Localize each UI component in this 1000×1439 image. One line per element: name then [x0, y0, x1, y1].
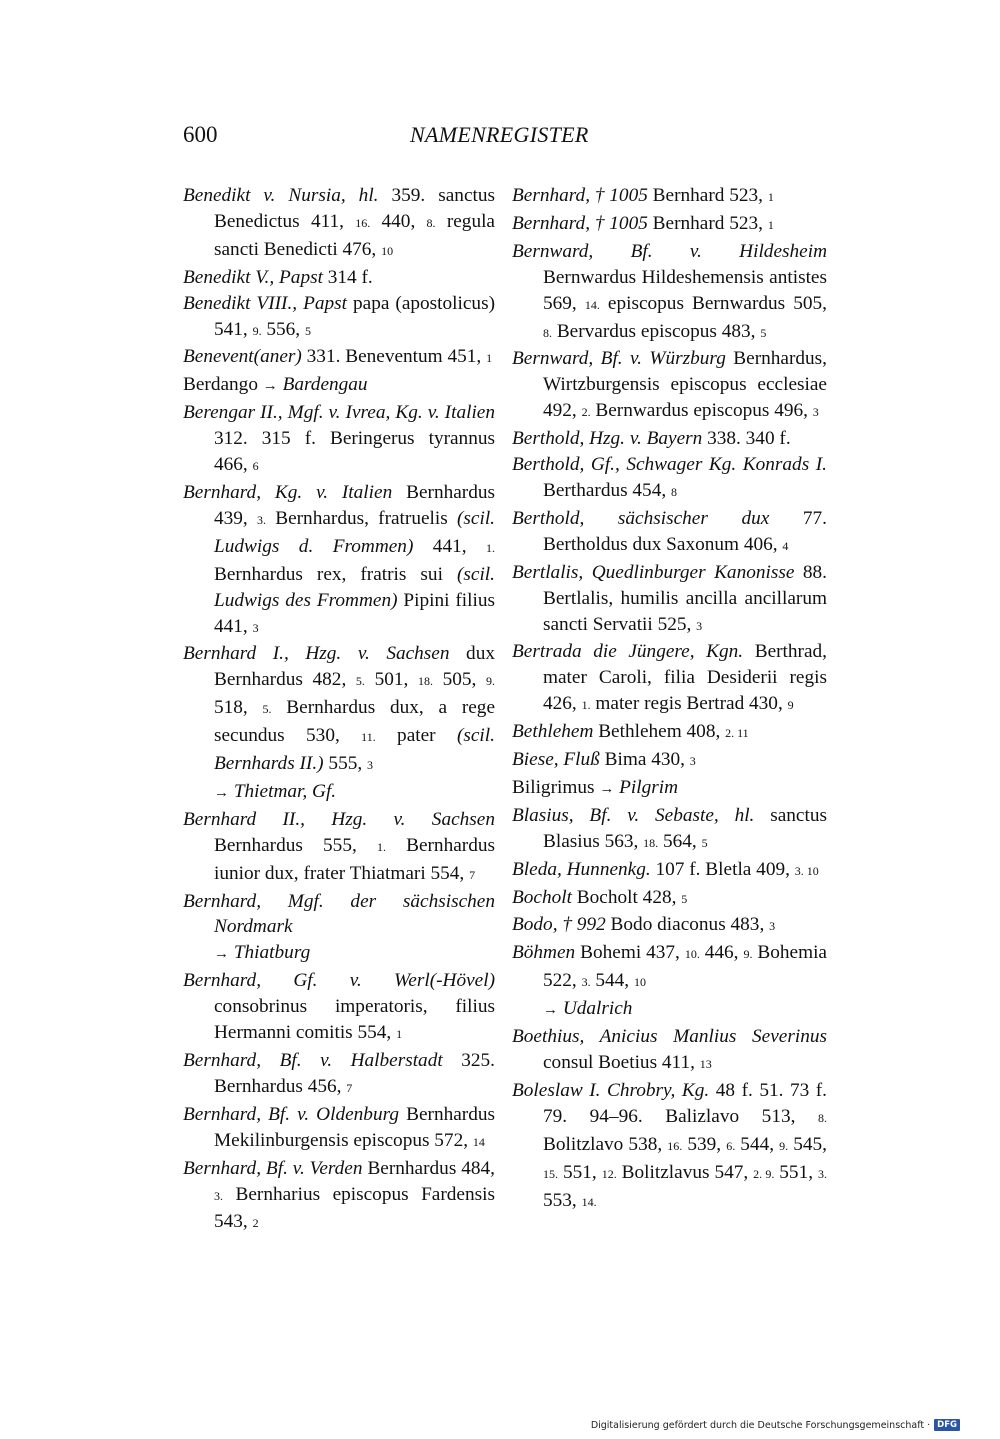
index-column-left	[183, 183, 495, 1237]
entry-text: 48 f. 51. 73 f. 79. 94–96. Balizlavo 513,	[543, 1079, 828, 1127]
index-entry	[512, 506, 827, 560]
entry-heading: Bocholt	[512, 886, 572, 908]
entry-heading: Bardengau	[277, 374, 368, 396]
entry-text: Bernhardus 555,	[214, 834, 377, 856]
footer	[591, 1419, 960, 1431]
entry-heading: Bodo, † 992	[512, 914, 606, 936]
running-head: NAMENREGISTER	[410, 122, 589, 147]
entry-text: Bernwardus episcopus 496,	[590, 400, 813, 422]
line-reference: 14.	[581, 1194, 597, 1209]
entry-heading: Boethius, Anicius Manlius Severinus	[512, 1026, 827, 1048]
line-reference: 16.	[667, 1138, 683, 1153]
entry-text: 446,	[699, 942, 744, 964]
line-reference: 3.	[256, 512, 266, 527]
line-reference: 18.	[643, 835, 659, 850]
index-entry	[512, 1024, 827, 1078]
line-reference: 3	[367, 758, 373, 773]
entry-heading: Bernhard, Bf. v. Verden	[183, 1157, 363, 1179]
entry-text: Bernhardus, Wirtzburgensis episcopus ecclesiae 492,	[543, 348, 827, 422]
index-entry	[183, 1102, 495, 1156]
entry-text: 440,	[370, 210, 427, 232]
entry-text: Berthrad, mater Caroli, filia Desiderii regis 426,	[543, 641, 827, 715]
line-reference: 9.	[779, 1138, 789, 1153]
index-entry	[183, 183, 495, 265]
see-reference-arrow-icon: →	[262, 378, 278, 395]
entry-text: Pipini filius 441,	[214, 589, 495, 637]
entry-heading: Benedikt v. Nursia, hl.	[183, 185, 379, 206]
index-entry	[183, 372, 495, 400]
entry-text: Bernharius episcopus Fardensis 543,	[214, 1183, 495, 1233]
entry-heading: Blasius, Bf. v. Sebaste, hl.	[512, 804, 755, 826]
line-reference: 14.	[584, 297, 600, 312]
line-reference: 1	[767, 217, 774, 232]
line-reference: 8.	[543, 325, 552, 340]
entry-text: Bernhardus iunior dux, frater Thiatmari 554,	[214, 834, 495, 884]
line-reference: 15.	[543, 1166, 558, 1181]
line-reference: 4	[782, 538, 789, 553]
line-reference: 1	[767, 190, 774, 204]
entry-text: episcopus Bernwardus 505,	[599, 292, 828, 314]
entry-heading: Boleslaw I. Chrobry, Kg.	[512, 1079, 710, 1101]
entry-heading: Bernhard II., Hzg. v. Sachsen	[183, 808, 495, 830]
line-reference: 13	[699, 1057, 712, 1071]
entry-text: 553,	[543, 1189, 582, 1211]
entry-text: 325. Bernhardus 456,	[214, 1050, 495, 1097]
line-reference: 3	[769, 919, 776, 934]
index-entry	[512, 1078, 827, 1216]
line-reference: 9.	[485, 674, 495, 689]
entry-text: 518,	[214, 697, 263, 719]
entry-heading: Berthold, Hzg. v. Bayern	[512, 428, 703, 450]
entry-text: Bernhardus Mekilinburgensis episcopus 572,	[214, 1103, 495, 1151]
entry-text: 544,	[735, 1133, 780, 1155]
line-reference: 9.	[743, 947, 753, 962]
line-reference: 2.	[581, 405, 591, 420]
index-entry	[183, 1156, 495, 1238]
line-reference: 5	[701, 835, 708, 850]
entry-heading: Bernhard, Kg. v. Italien	[183, 481, 393, 503]
line-reference: 5	[681, 891, 688, 906]
index-entry	[512, 426, 827, 452]
entry-text: 556,	[261, 318, 305, 340]
entry-heading: Bernhard, Gf. v. Werl(-Hövel)	[183, 970, 495, 992]
entry-heading: Benedikt V., Papst	[183, 266, 323, 288]
entry-text: 505,	[432, 669, 486, 691]
entry-heading: Bertlalis, Quedlinburger Kanonisse	[512, 561, 795, 583]
see-reference-arrow-icon: →	[214, 946, 229, 963]
index-entry	[183, 889, 495, 969]
dfg-logo: DFG	[934, 1419, 960, 1431]
index-entry	[512, 912, 827, 940]
entry-heading: Biese, Fluß	[512, 749, 600, 771]
entry-heading: Thiatburg	[229, 942, 311, 964]
entry-text: Bernwardus Hildeshemensis antistes 569,	[543, 266, 827, 314]
entry-text: 544,	[590, 970, 634, 992]
line-reference: 3	[696, 618, 703, 633]
line-reference: 8.	[818, 1110, 827, 1125]
line-reference: 2. 9.	[753, 1166, 775, 1181]
page-number: 600	[183, 122, 218, 147]
entry-text: consobrinus imperatoris, filius Hermanni comitis 554,	[214, 996, 495, 1044]
line-reference: 9.	[252, 323, 262, 338]
line-reference: 5	[304, 323, 311, 338]
line-reference: 2	[252, 1216, 259, 1231]
line-reference: 5.	[355, 674, 365, 689]
entry-text: 88. Bertlalis, humilis ancilla ancillarum sancti Servatii 525,	[543, 561, 827, 635]
entry-heading: Bernhard, † 1005	[512, 185, 648, 206]
entry-heading: Bernhard, Bf. v. Oldenburg	[183, 1103, 400, 1125]
index-entry	[512, 857, 827, 885]
entry-heading: Bernward, Bf. v. Hildesheim	[512, 240, 827, 262]
index-entry	[183, 400, 495, 480]
entry-text: Bodo diaconus 483,	[605, 914, 770, 936]
index-entry	[183, 291, 495, 345]
line-reference: 14	[472, 1134, 485, 1149]
entry-text: Bernhard 523,	[647, 185, 768, 206]
index-entry	[512, 639, 827, 719]
index-entry	[512, 452, 827, 506]
entry-text: 314 f.	[322, 266, 373, 288]
entry-heading: Berthold, Gf., Schwager Kg. Konrads I.	[512, 454, 827, 476]
line-reference: 3.	[214, 1188, 223, 1203]
entry-text: Bolitzlavo 538,	[543, 1133, 668, 1155]
line-reference: 3.	[818, 1166, 828, 1181]
entry-text: 77. Bertholdus dux Saxonum 406,	[543, 507, 827, 555]
index-entry	[183, 968, 495, 1048]
entry-text: mater regis Bertrad 430,	[590, 693, 788, 715]
entry-text: regula sancti Benedicti 476,	[214, 210, 495, 260]
entry-text: papa (apostolicus) 541,	[214, 292, 495, 340]
entry-text: 359. sanctus Benedictus 411,	[214, 185, 495, 232]
line-reference: 5.	[262, 702, 272, 717]
line-reference: 9	[787, 698, 794, 713]
entry-text: 338. 340 f.	[702, 428, 791, 450]
entry-text: 539,	[682, 1133, 727, 1155]
index-entry	[183, 641, 495, 806]
entry-text: Bernhardus rex, fratris sui	[214, 563, 457, 585]
entry-text: pater	[375, 725, 457, 747]
entry-heading: Bertrada die Jüngere, Kgn.	[512, 641, 744, 663]
entry-text: 107 f. Bletla 409,	[650, 858, 795, 880]
index-entry	[512, 940, 827, 1024]
line-reference: 10	[381, 243, 394, 258]
line-reference: 12.	[601, 1166, 617, 1181]
index-entry	[183, 1048, 495, 1102]
line-reference: 6.	[726, 1138, 736, 1153]
entry-text: Bethlehem 408,	[593, 721, 726, 743]
index-entry	[512, 239, 827, 347]
line-reference: 16.	[355, 215, 371, 230]
entry-heading: Benedikt VIII., Papst	[183, 292, 348, 314]
index-entry	[512, 183, 827, 211]
entry-heading: (scil. Ludwigs d. Frommen)	[214, 507, 496, 557]
see-reference-arrow-icon: →	[214, 784, 229, 801]
entry-heading: Udalrich	[558, 998, 633, 1020]
entry-text: 312. 315 f. Beringerus tyrannus 466,	[214, 428, 495, 476]
index-column-right	[512, 183, 827, 1215]
index-entry	[512, 803, 827, 857]
entry-text: Bernhardus 439,	[214, 481, 495, 529]
entry-text: Bervardus episcopus 483,	[552, 320, 761, 342]
entry-heading: (scil. Ludwigs des Frommen)	[214, 563, 495, 611]
entry-text: Bernhardus 484,	[362, 1157, 495, 1179]
line-reference: 3	[812, 405, 819, 420]
entry-heading: Bernhard, † 1005	[512, 212, 648, 234]
index-entry	[512, 775, 827, 803]
see-reference-arrow-icon: →	[543, 1002, 558, 1019]
entry-text: Bohemia 522,	[543, 942, 827, 992]
entry-text: Bohemi 437,	[575, 942, 685, 964]
line-reference: 1.	[581, 698, 591, 713]
entry-text: dux Bernhardus 482,	[214, 643, 495, 691]
entry-text: Bernhardus, fratruelis	[265, 507, 457, 529]
footer-text: Digitalisierung gefördert durch die Deutsche Forschungsgemeinschaft ·	[590, 1419, 931, 1431]
entry-text: Bernhardus dux, a rege secundus 530,	[214, 697, 495, 747]
line-reference: 3.	[581, 975, 591, 990]
entry-heading: Bernward, Bf. v. Würzburg	[512, 348, 726, 370]
entry-text: Berthardus 454,	[543, 479, 671, 501]
entry-text: sanctus Blasius 563,	[543, 804, 827, 852]
line-reference: 5	[760, 325, 767, 340]
index-entry	[512, 885, 827, 913]
line-reference: 1.	[485, 540, 495, 555]
index-entry	[183, 807, 495, 889]
line-reference: 1	[486, 351, 493, 366]
entry-text: 551,	[558, 1161, 602, 1183]
entry-text: 545,	[788, 1133, 827, 1155]
entry-heading: Bleda, Hunnenkg.	[512, 858, 651, 880]
entry-heading: Bethlehem	[512, 721, 594, 743]
index-entry	[512, 211, 827, 239]
entry-heading: Berengar II., Mgf. v. Ivrea, Kg. v. Italien	[183, 402, 495, 424]
entry-heading: Berthold, sächsischer dux	[512, 507, 770, 529]
entry-heading: Bernhard, Bf. v. Halberstadt	[183, 1050, 443, 1071]
index-entry	[512, 719, 827, 747]
index-entry	[512, 346, 827, 426]
entry-text: 564,	[658, 830, 702, 852]
index-entry	[183, 344, 495, 372]
line-reference: 8	[670, 484, 677, 499]
entry-text: 551,	[774, 1161, 819, 1183]
entry-heading: Böhmen	[512, 942, 576, 964]
entry-text: Bima 430,	[599, 749, 690, 771]
entry-text: 501,	[364, 669, 418, 691]
index-entry	[512, 747, 827, 775]
line-reference: 8.	[426, 215, 436, 230]
line-reference: 2. 11	[725, 726, 749, 741]
entry-text: Bolitzlavus 547,	[616, 1161, 754, 1183]
entry-heading: Bernhard, Mgf. der sächsischen Nordmark	[183, 890, 495, 938]
entry-heading: Pilgrim	[614, 776, 679, 798]
line-reference: 3. 10	[794, 863, 819, 878]
see-reference-arrow-icon: →	[599, 780, 615, 797]
line-reference: 10	[633, 975, 646, 990]
line-reference: 1	[396, 1027, 403, 1042]
line-reference: 3	[689, 754, 696, 769]
entry-text: Bocholt 428,	[571, 886, 682, 908]
index-entry	[183, 265, 495, 291]
entry-heading: (scil. Bernhards II.)	[214, 725, 495, 775]
entry-text: 441,	[413, 535, 486, 557]
entry-heading: Thietmar, Gf.	[229, 780, 337, 802]
line-reference: 6	[252, 459, 259, 474]
line-reference: 7	[346, 1080, 353, 1095]
index-entry	[183, 480, 495, 641]
entry-text: consul Boetius 411,	[543, 1052, 700, 1073]
entry-text: Bernhard 523,	[647, 212, 768, 234]
entry-text: Berdango	[183, 374, 263, 396]
entry-text: Biligrimus	[512, 776, 600, 798]
line-reference: 3	[252, 620, 259, 635]
line-reference: 11.	[361, 730, 376, 745]
entry-text: 555,	[323, 753, 367, 775]
entry-heading: Benevent(aner)	[183, 346, 302, 368]
line-reference: 7	[469, 867, 476, 882]
line-reference: 10.	[684, 947, 700, 962]
entry-text: 331. Beneventum 451,	[301, 346, 487, 368]
index-entry	[512, 560, 827, 640]
line-reference: 18.	[417, 674, 433, 689]
entry-heading: Bernhard I., Hzg. v. Sachsen	[183, 643, 450, 665]
line-reference: 1.	[376, 839, 386, 854]
